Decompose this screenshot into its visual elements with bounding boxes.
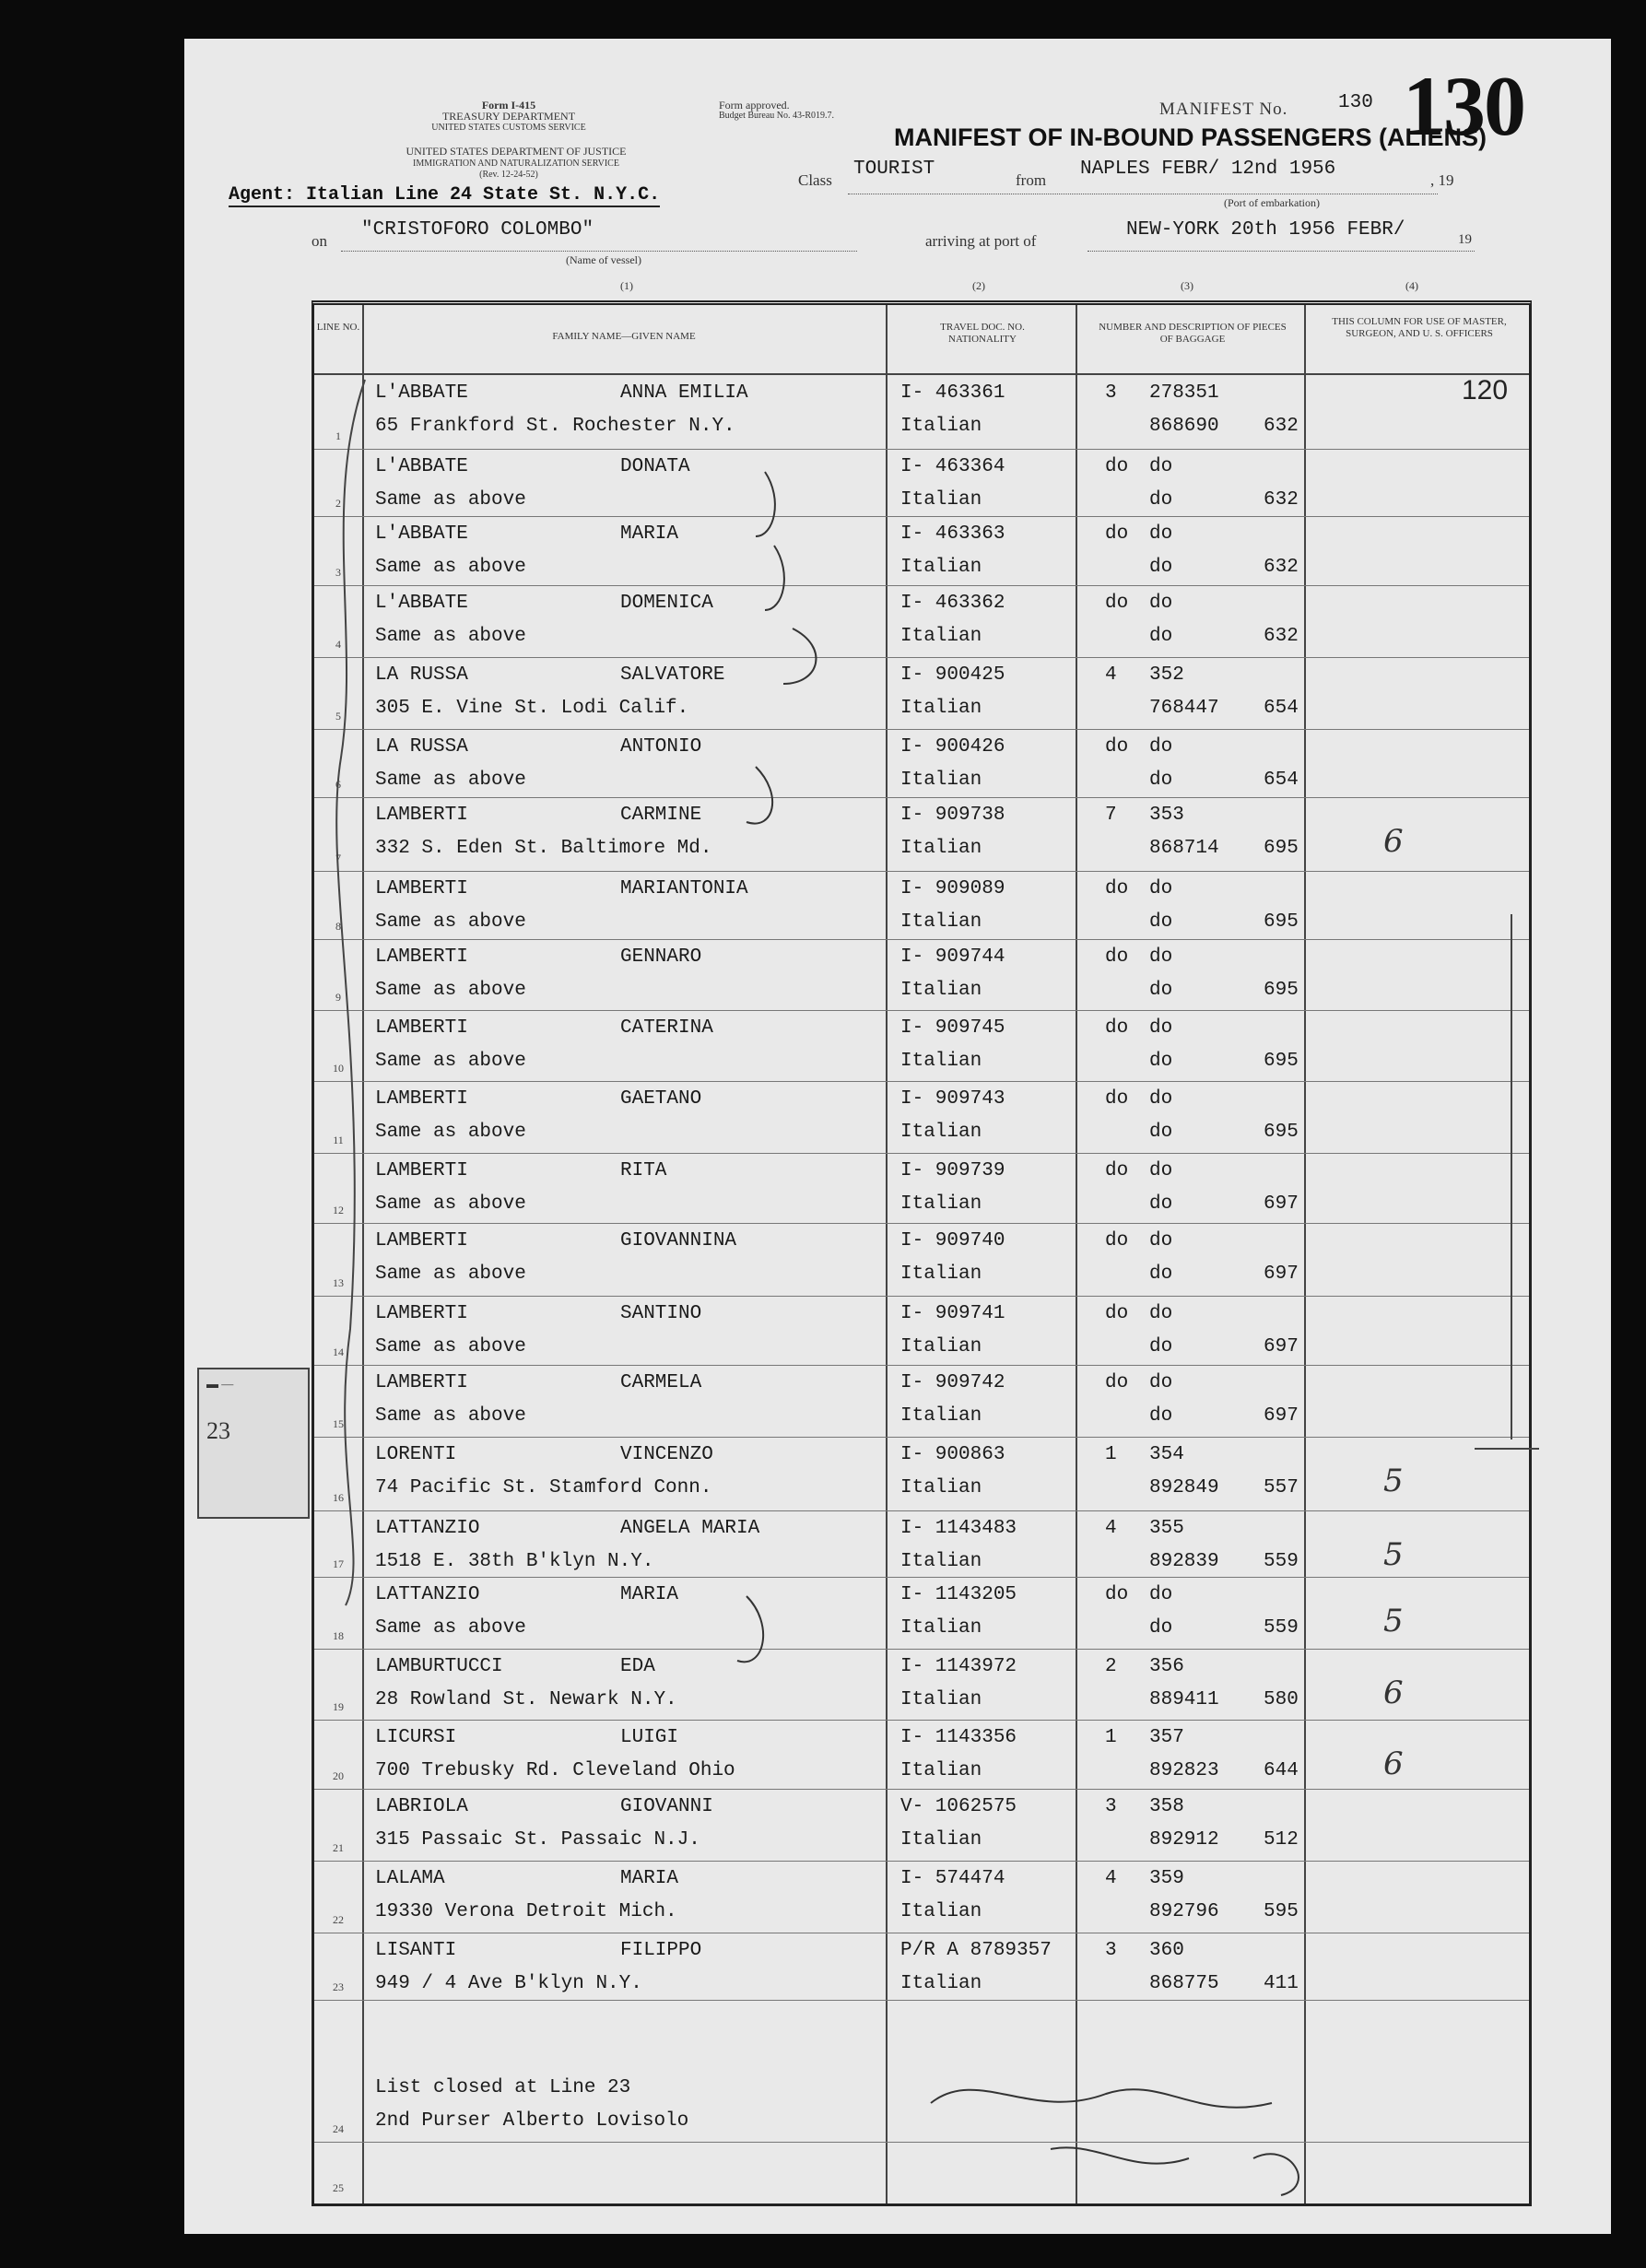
nationality: Italian	[900, 770, 982, 791]
travel-doc-number: I- 909743	[900, 1088, 1005, 1110]
travel-doc-number: I- 574474	[900, 1868, 1005, 1889]
family-name: LALAMA	[375, 1868, 445, 1889]
baggage-pieces: do	[1105, 1303, 1129, 1324]
given-name: SALVATORE	[620, 664, 725, 686]
baggage-pieces: do	[1105, 523, 1129, 545]
baggage-pieces: 7	[1105, 805, 1117, 826]
col-num-2: (2)	[972, 279, 985, 292]
line-number: 14	[333, 1346, 344, 1358]
baggage-weight: 557	[1264, 1477, 1299, 1498]
header-line-no: LINE NO.	[316, 322, 360, 333]
baggage-check: 892849	[1149, 1477, 1219, 1498]
purser-text: 2nd Purser Alberto Lovisolo	[375, 2110, 689, 2132]
baggage-weight: 695	[1264, 980, 1299, 1001]
baggage-weight: 559	[1264, 1617, 1299, 1639]
baggage-check: 868714	[1149, 838, 1219, 859]
travel-doc-number: I- 463363	[900, 523, 1005, 545]
travel-doc-number: I- 909089	[900, 878, 1005, 899]
family-name: LAMBERTI	[375, 1303, 468, 1324]
address: Same as above	[375, 557, 526, 578]
given-name: EDA	[620, 1656, 655, 1677]
baggage-check: 868775	[1149, 1973, 1219, 1994]
vessel-label: (Name of vessel)	[566, 253, 641, 266]
nationality: Italian	[900, 1336, 982, 1357]
baggage-tag: do	[1149, 946, 1173, 968]
given-name: ANNA EMILIA	[620, 382, 748, 404]
travel-doc-number: I- 900863	[900, 1444, 1005, 1465]
baggage-tag: do	[1149, 1230, 1173, 1252]
baggage-weight: 695	[1264, 1051, 1299, 1072]
baggage-check: do	[1149, 1263, 1173, 1285]
address: 315 Passaic St. Passaic N.J.	[375, 1829, 700, 1851]
line-number: 24	[333, 2122, 344, 2135]
arriving-label: arriving at port of	[925, 232, 1037, 250]
family-name: LAMBERTI	[375, 1230, 468, 1252]
baggage-tag: 358	[1149, 1796, 1184, 1817]
line-number: 2	[335, 497, 341, 510]
baggage-tag: do	[1149, 1160, 1173, 1181]
given-name: CATERINA	[620, 1017, 713, 1039]
family-name: LICURSI	[375, 1727, 457, 1748]
line-number: 12	[333, 1204, 344, 1216]
given-name: GIOVANNINA	[620, 1230, 737, 1252]
given-name: VINCENZO	[620, 1444, 713, 1465]
from-label: from	[1016, 171, 1047, 189]
travel-doc-number: I- 909744	[900, 946, 1005, 968]
baggage-check: do	[1149, 1336, 1173, 1357]
travel-doc-number: I- 909740	[900, 1230, 1005, 1252]
baggage-check: 889411	[1149, 1689, 1219, 1710]
family-name: LATTANZIO	[375, 1584, 480, 1605]
baggage-weight: 644	[1264, 1760, 1299, 1781]
baggage-tag: do	[1149, 736, 1173, 758]
manifest-stamp-number: 130	[1403, 59, 1524, 153]
baggage-check: do	[1149, 1193, 1173, 1215]
address: Same as above	[375, 1122, 526, 1143]
given-name: CARMELA	[620, 1372, 702, 1393]
baggage-tag: 354	[1149, 1444, 1184, 1465]
travel-doc-number: I- 909745	[900, 1017, 1005, 1039]
line-number: 11	[333, 1134, 344, 1146]
nationality: Italian	[900, 489, 982, 511]
family-name: LA RUSSA	[375, 736, 468, 758]
nationality: Italian	[900, 557, 982, 578]
given-name: LUIGI	[620, 1727, 679, 1748]
line-number: 18	[333, 1629, 344, 1642]
baggage-pieces: 1	[1105, 1727, 1117, 1748]
baggage-check: do	[1149, 911, 1173, 933]
baggage-pieces: 3	[1105, 382, 1117, 404]
address: Same as above	[375, 1193, 526, 1215]
nationality: Italian	[900, 838, 982, 859]
family-name: L'ABBATE	[375, 593, 468, 614]
travel-doc-number: I- 909741	[900, 1303, 1005, 1324]
baggage-check: do	[1149, 489, 1173, 511]
form-revision: (Rev. 12-24-52)	[479, 170, 538, 180]
given-name: RITA	[620, 1160, 667, 1181]
travel-doc-number: I- 1143356	[900, 1727, 1017, 1748]
from-value: NAPLES FEBR/ 12nd 1956	[1080, 159, 1336, 180]
baggage-pieces: do	[1105, 736, 1129, 758]
agent-line: Agent: Italian Line 24 State St. N.Y.C.	[229, 184, 661, 206]
baggage-tag: do	[1149, 1584, 1173, 1605]
baggage-pieces: do	[1105, 1017, 1129, 1039]
officer-mark: 6	[1383, 823, 1404, 860]
line-number: 1	[335, 429, 341, 442]
baggage-pieces: 3	[1105, 1796, 1117, 1817]
travel-doc-number: I- 909739	[900, 1160, 1005, 1181]
col-num-4: (4)	[1405, 279, 1418, 292]
address: Same as above	[375, 626, 526, 647]
baggage-pieces: do	[1105, 1160, 1129, 1181]
travel-doc-number: I- 909738	[900, 805, 1005, 826]
header-name: FAMILY NAME—GIVEN NAME	[552, 331, 696, 342]
manifest-no-value: 130	[1338, 92, 1373, 113]
nationality: Italian	[900, 1617, 982, 1639]
col-num-1: (1)	[620, 279, 633, 292]
class-label: Class	[798, 171, 832, 189]
nationality: Italian	[900, 1122, 982, 1143]
line-number: 25	[333, 2181, 344, 2194]
dept-customs: UNITED STATES CUSTOMS SERVICE	[431, 123, 586, 133]
baggage-weight: 695	[1264, 1122, 1299, 1143]
family-name: LAMBERTI	[375, 1160, 468, 1181]
line-number: 9	[335, 991, 341, 1004]
baggage-tag: do	[1149, 1303, 1173, 1324]
address: Same as above	[375, 1336, 526, 1357]
dept-immigration: IMMIGRATION AND NATURALIZATION SERVICE	[413, 159, 619, 169]
baggage-pieces: do	[1105, 1230, 1129, 1252]
baggage-weight: 559	[1264, 1551, 1299, 1572]
officer-mark: 5	[1383, 1463, 1404, 1499]
baggage-tag: 278351	[1149, 382, 1219, 404]
family-name: LAMBERTI	[375, 805, 468, 826]
baggage-weight: 580	[1264, 1689, 1299, 1710]
form-approved: Form approved.	[719, 99, 790, 112]
nationality: Italian	[900, 1689, 982, 1710]
baggage-check: 892912	[1149, 1829, 1219, 1851]
baggage-weight: 512	[1264, 1829, 1299, 1851]
address: 949 / 4 Ave B'klyn N.Y.	[375, 1973, 642, 1994]
given-name: GIOVANNI	[620, 1796, 713, 1817]
family-name: LORENTI	[375, 1444, 457, 1465]
baggage-check: do	[1149, 770, 1173, 791]
travel-doc-number: I- 1143205	[900, 1584, 1017, 1605]
given-name: GAETANO	[620, 1088, 702, 1110]
year-suffix: , 19	[1430, 171, 1454, 189]
address: Same as above	[375, 770, 526, 791]
line-number: 3	[335, 566, 341, 579]
baggage-weight: 697	[1264, 1336, 1299, 1357]
address: 700 Trebusky Rd. Cleveland Ohio	[375, 1760, 735, 1781]
baggage-pieces: do	[1105, 1372, 1129, 1393]
travel-doc-number: P/R A 8789357	[900, 1940, 1052, 1961]
baggage-check: do	[1149, 980, 1173, 1001]
embarkation-label: (Port of embarkation)	[1224, 196, 1320, 209]
baggage-tag: 359	[1149, 1868, 1184, 1889]
baggage-tag: 352	[1149, 664, 1184, 686]
given-name: MARIA	[620, 1584, 679, 1605]
baggage-weight: 697	[1264, 1193, 1299, 1215]
address: Same as above	[375, 1405, 526, 1427]
address: 332 S. Eden St. Baltimore Md.	[375, 838, 712, 859]
baggage-tag: 357	[1149, 1727, 1184, 1748]
baggage-check: do	[1149, 557, 1173, 578]
arriving-value: NEW-YORK 20th 1956 FEBR/	[1126, 219, 1405, 241]
nationality: Italian	[900, 1263, 982, 1285]
baggage-check: do	[1149, 1405, 1173, 1427]
arriving-year: 19	[1458, 232, 1472, 247]
baggage-check: 768447	[1149, 698, 1219, 719]
dept-justice: UNITED STATES DEPARTMENT OF JUSTICE	[406, 145, 627, 158]
line-number: 4	[335, 638, 341, 651]
baggage-tag: do	[1149, 878, 1173, 899]
baggage-weight: 632	[1264, 557, 1299, 578]
nationality: Italian	[900, 1760, 982, 1781]
line-number: 17	[333, 1557, 344, 1570]
travel-doc-number: V- 1062575	[900, 1796, 1017, 1817]
officer-mark: 5	[1383, 1536, 1404, 1573]
nationality: Italian	[900, 1829, 982, 1851]
baggage-tag: do	[1149, 1017, 1173, 1039]
baggage-tag: 355	[1149, 1518, 1184, 1539]
given-name: DOMENICA	[620, 593, 713, 614]
officer-mark: 6	[1383, 1745, 1404, 1782]
given-name: SANTINO	[620, 1303, 702, 1324]
col-num-3: (3)	[1181, 279, 1193, 292]
baggage-pieces: do	[1105, 456, 1129, 477]
travel-doc-number: I- 463362	[900, 593, 1005, 614]
travel-doc-number: I- 909742	[900, 1372, 1005, 1393]
address: Same as above	[375, 1617, 526, 1639]
family-name: L'ABBATE	[375, 523, 468, 545]
nationality: Italian	[900, 911, 982, 933]
baggage-check: do	[1149, 1122, 1173, 1143]
travel-doc-number: I- 900425	[900, 664, 1005, 686]
line-number: 22	[333, 1913, 344, 1926]
line-number: 19	[333, 1700, 344, 1713]
address: 1518 E. 38th B'klyn N.Y.	[375, 1551, 654, 1572]
baggage-weight: 595	[1264, 1901, 1299, 1922]
nationality: Italian	[900, 980, 982, 1001]
nationality: Italian	[900, 1405, 982, 1427]
manifest-title: MANIFEST OF IN-BOUND PASSENGERS (ALIENS)	[894, 123, 1487, 151]
header-travel-doc: TRAVEL DOC. NO. NATIONALITY	[940, 322, 1025, 345]
baggage-check: do	[1149, 1051, 1173, 1072]
line-number: 7	[335, 852, 341, 864]
address: 65 Frankford St. Rochester N.Y.	[375, 416, 735, 437]
baggage-check: 868690	[1149, 416, 1219, 437]
given-name: MARIA	[620, 523, 679, 545]
address: 74 Pacific St. Stamford Conn.	[375, 1477, 712, 1498]
line-number: 6	[335, 778, 341, 791]
family-name: L'ABBATE	[375, 456, 468, 477]
given-name: DONATA	[620, 456, 690, 477]
given-name: MARIANTONIA	[620, 878, 748, 899]
nationality: Italian	[900, 1477, 982, 1498]
travel-doc-number: I- 1143483	[900, 1518, 1017, 1539]
line-number: 10	[333, 1062, 344, 1075]
baggage-pieces: do	[1105, 946, 1129, 968]
baggage-tag: do	[1149, 593, 1173, 614]
line-number: 8	[335, 920, 341, 933]
nationality: Italian	[900, 1051, 982, 1072]
address: Same as above	[375, 489, 526, 511]
header-officers: THIS COLUMN FOR USE OF MASTER, SURGEON, AND U. S. OFFICERS	[1332, 316, 1507, 339]
given-name: CARMINE	[620, 805, 702, 826]
baggage-pieces: 4	[1105, 1868, 1117, 1889]
nationality: Italian	[900, 626, 982, 647]
family-name: LA RUSSA	[375, 664, 468, 686]
address: Same as above	[375, 1263, 526, 1285]
nationality: Italian	[900, 416, 982, 437]
nationality: Italian	[900, 1551, 982, 1572]
line-number: 5	[335, 710, 341, 723]
baggage-check: 892839	[1149, 1551, 1219, 1572]
baggage-tag: do	[1149, 1372, 1173, 1393]
family-name: LATTANZIO	[375, 1518, 480, 1539]
travel-doc-number: I- 1143972	[900, 1656, 1017, 1677]
line-number: 13	[333, 1276, 344, 1289]
officer-mark: 5	[1383, 1603, 1404, 1639]
side-stamp	[197, 1368, 310, 1519]
class-value: TOURIST	[853, 159, 935, 180]
nationality: Italian	[900, 698, 982, 719]
form-number: Form I-415	[481, 99, 536, 112]
given-name: MARIA	[620, 1868, 679, 1889]
baggage-tag: 356	[1149, 1656, 1184, 1677]
baggage-tag: 353	[1149, 805, 1184, 826]
officer-mark: 6	[1383, 1675, 1404, 1711]
baggage-tag: do	[1149, 1088, 1173, 1110]
baggage-weight: 654	[1264, 698, 1299, 719]
nationality: Italian	[900, 1193, 982, 1215]
family-name: LAMBERTI	[375, 1017, 468, 1039]
line-number: 21	[333, 1841, 344, 1854]
baggage-tag: 360	[1149, 1940, 1184, 1961]
baggage-weight: 654	[1264, 770, 1299, 791]
baggage-pieces: do	[1105, 593, 1129, 614]
family-name: LAMBERTI	[375, 1372, 468, 1393]
baggage-pieces: do	[1105, 878, 1129, 899]
family-name: LISANTI	[375, 1940, 457, 1961]
baggage-check: 892823	[1149, 1760, 1219, 1781]
family-name: L'ABBATE	[375, 382, 468, 404]
address: 305 E. Vine St. Lodi Calif.	[375, 698, 689, 719]
baggage-weight: 632	[1264, 416, 1299, 437]
baggage-weight: 411	[1264, 1973, 1299, 1994]
baggage-weight: 695	[1264, 838, 1299, 859]
officer-note: 120	[1462, 375, 1509, 405]
baggage-tag: do	[1149, 456, 1173, 477]
list-closed-text: List closed at Line 23	[375, 2077, 631, 2098]
baggage-weight: 697	[1264, 1405, 1299, 1427]
baggage-check: do	[1149, 1617, 1173, 1639]
manifest-no-label: MANIFEST No.	[1159, 100, 1288, 119]
baggage-weight: 632	[1264, 626, 1299, 647]
baggage-weight: 695	[1264, 911, 1299, 933]
address: 28 Rowland St. Newark N.Y.	[375, 1689, 677, 1710]
family-name: LAMBERTI	[375, 1088, 468, 1110]
line-number: 20	[333, 1769, 344, 1782]
given-name: FILIPPO	[620, 1940, 702, 1961]
baggage-weight: 632	[1264, 489, 1299, 511]
line-number: 23	[333, 1980, 344, 1993]
family-name: LABRIOLA	[375, 1796, 468, 1817]
header-baggage: NUMBER AND DESCRIPTION OF PIECES OF BAGGAGE	[1099, 322, 1287, 345]
travel-doc-number: I- 463361	[900, 382, 1005, 404]
stamp-mark: ▬ —	[206, 1377, 234, 1391]
given-name: ANTONIO	[620, 736, 702, 758]
given-name: GENNARO	[620, 946, 702, 968]
nationality: Italian	[900, 1901, 982, 1922]
baggage-pieces: 4	[1105, 1518, 1117, 1539]
baggage-check: do	[1149, 626, 1173, 647]
baggage-pieces: 3	[1105, 1940, 1117, 1961]
vessel-name: "CRISTOFORO COLOMBO"	[361, 219, 594, 241]
travel-doc-number: I- 900426	[900, 736, 1005, 758]
baggage-tag: do	[1149, 523, 1173, 545]
handwritten-marks	[184, 39, 1611, 2234]
address: Same as above	[375, 1051, 526, 1072]
stamp-number: 23	[206, 1417, 230, 1444]
line-number: 15	[333, 1417, 344, 1430]
baggage-weight: 697	[1264, 1263, 1299, 1285]
nationality: Italian	[900, 1973, 982, 1994]
given-name: ANGELA MARIA	[620, 1518, 760, 1539]
baggage-check: 892796	[1149, 1901, 1219, 1922]
baggage-pieces: 2	[1105, 1656, 1117, 1677]
line-number: 16	[333, 1491, 344, 1504]
family-name: LAMBERTI	[375, 878, 468, 899]
baggage-pieces: do	[1105, 1088, 1129, 1110]
address: 19330 Verona Detroit Mich.	[375, 1901, 677, 1922]
dept-treasury: TREASURY DEPARTMENT	[441, 110, 576, 123]
travel-doc-number: I- 463364	[900, 456, 1005, 477]
address: Same as above	[375, 911, 526, 933]
baggage-pieces: do	[1105, 1584, 1129, 1605]
family-name: LAMBERTI	[375, 946, 468, 968]
baggage-pieces: 1	[1105, 1444, 1117, 1465]
manifest-page	[184, 39, 1611, 2234]
family-name: LAMBURTUCCI	[375, 1656, 503, 1677]
baggage-pieces: 4	[1105, 664, 1117, 686]
address: Same as above	[375, 980, 526, 1001]
budget-bureau: Budget Bureau No. 43-R019.7.	[719, 111, 834, 121]
on-label: on	[312, 232, 327, 250]
